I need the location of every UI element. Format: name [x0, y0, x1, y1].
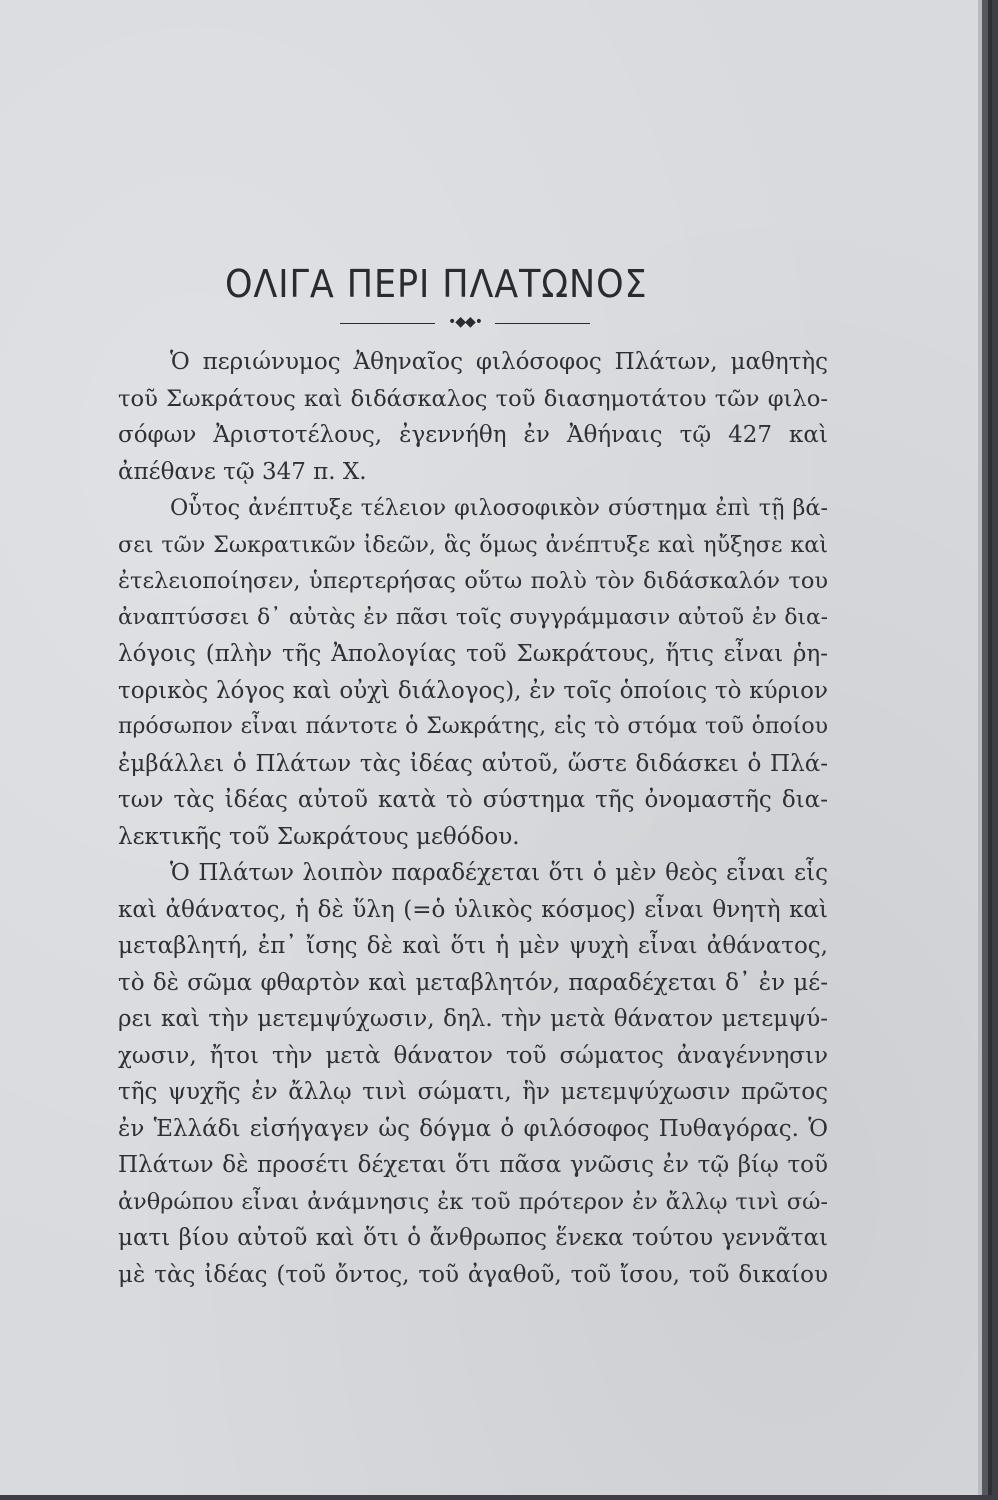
text-line: χωσιν, ἤτοι τὴν μετὰ θάνατον τοῦ σώματος ἀναγέννησιν	[118, 1042, 828, 1069]
text-line: Ὁ περιώνυμος Ἀθηναῖος φιλόσοφος Πλάτων, μαθητὴς	[170, 349, 828, 375]
text-line: μεταβλητή, ἐπ᾽ ἴσης δὲ καὶ ὅτι ἡ μὲν ψυχὴ εἶναι ἀθάνατος,	[118, 933, 828, 959]
text-line: ἐτελειοποίησεν, ὑπερτερήσας οὕτω πολὺ τὸν διδάσκαλόν του	[118, 568, 828, 594]
text-line: τῆς ψυχῆς ἐν ἄλλῳ τινὶ σώματι, ἣν μετεμψύχωσιν πρῶτος	[118, 1079, 828, 1105]
text-line: των τὰς ἰδέας αὐτοῦ κατὰ τὸ σύστημα τῆς ὀνομαστῆς δια-	[118, 787, 828, 813]
ornament-rule-left	[340, 323, 435, 324]
ornament-rule-right	[495, 323, 590, 324]
body-text	[118, 344, 828, 1293]
text-line: πρόσωπον εἶναι πάντοτε ὁ Σωκράτης, εἰς τὸ στόμα τοῦ ὁποίου	[118, 714, 828, 739]
text-line: λόγοις (πλὴν τῆς Ἀπολογίας τοῦ Σωκράτους, ἥτις εἶναι ῥη-	[118, 641, 828, 667]
text-line: τὸ δὲ σῶμα φθαρτὸν καὶ μεταβλητόν, παραδέχεται δ᾽ ἐν μέ-	[118, 969, 828, 996]
text-line: Πλάτων δὲ προσέτι δέχεται ὅτι πᾶσα γνῶσις ἐν τῷ βίῳ τοῦ	[118, 1152, 828, 1178]
text-line: σόφων Ἀριστοτέλους, ἐγεννήθη ἐν Ἀθήναις τῷ 427 καὶ	[118, 422, 828, 448]
text-line: ρει καὶ τὴν μετεμψύχωσιν, δηλ. τὴν μετὰ θάνατον μετεμψύ-	[118, 1006, 828, 1032]
text-line: ματι βίου αὐτοῦ καὶ ὅτι ὁ ἄνθρωπος ἕνεκα τούτου γεννᾶται	[118, 1225, 828, 1251]
text-line: ἐν Ἑλλάδι εἰσήγαγεν ὡς δόγμα ὁ φιλόσοφος Πυθαγόρας. Ὁ	[118, 1115, 828, 1142]
text-line: μὲ τὰς ἰδέας (τοῦ ὄντος, τοῦ ἀγαθοῦ, τοῦ ἴσου, τοῦ δικαίου	[118, 1261, 828, 1288]
ornament-dots: •◆◆•	[447, 314, 483, 330]
text-line: ἀνθρώπου εἶναι ἀνάμνησις ἐκ τοῦ πρότερον ἐν ἄλλῳ τινὶ σώ-	[118, 1188, 828, 1215]
text-line: λεκτικῆς τοῦ Σωκράτους μεθόδου.	[118, 823, 520, 850]
text-line: τοῦ Σωκράτους καὶ διδάσκαλος τοῦ διασημοτάτου τῶν φιλο-	[118, 385, 828, 412]
text-line: τορικὸς λόγος καὶ οὐχὶ διάλογος), ἐν τοῖς ὁποίοις τὸ κύριον	[118, 677, 828, 704]
text-line: καὶ ἀθάνατος, ἡ δὲ ὕλη (=ὁ ὑλικὸς κόσμος) εἶναι θνητὴ καὶ	[118, 896, 828, 923]
text-line: ἐμβάλλει ὁ Πλάτων τὰς ἰδέας αὐτοῦ, ὥστε διδάσκει ὁ Πλά-	[118, 750, 828, 777]
text-line: Ὁ Πλάτων λοιπὸν παραδέχεται ὅτι ὁ μὲν θεὸς εἶναι εἷς	[170, 860, 828, 886]
text-line: ἀπέθανε τῷ 347 π. Χ.	[118, 458, 367, 485]
title-ornament	[340, 314, 590, 330]
page-title: ΟΛΙΓΑ ΠΕΡΙ ΠΛΑΤΩΝΟΣ	[225, 262, 648, 306]
text-line: Οὗτος ἀνέπτυξε τέλειον φιλοσοφικὸν σύστημα ἐπὶ τῇ βά-	[170, 495, 828, 521]
text-line: σει τῶν Σωκρατικῶν ἰδεῶν, ἃς ὅμως ἀνέπτυξε καὶ ηὔξησε καὶ	[118, 531, 828, 558]
text-line: ἀναπτύσσει δ᾽ αὐτὰς ἐν πᾶσι τοῖς συγγράμμασιν αὐτοῦ ἐν δια-	[118, 604, 828, 630]
